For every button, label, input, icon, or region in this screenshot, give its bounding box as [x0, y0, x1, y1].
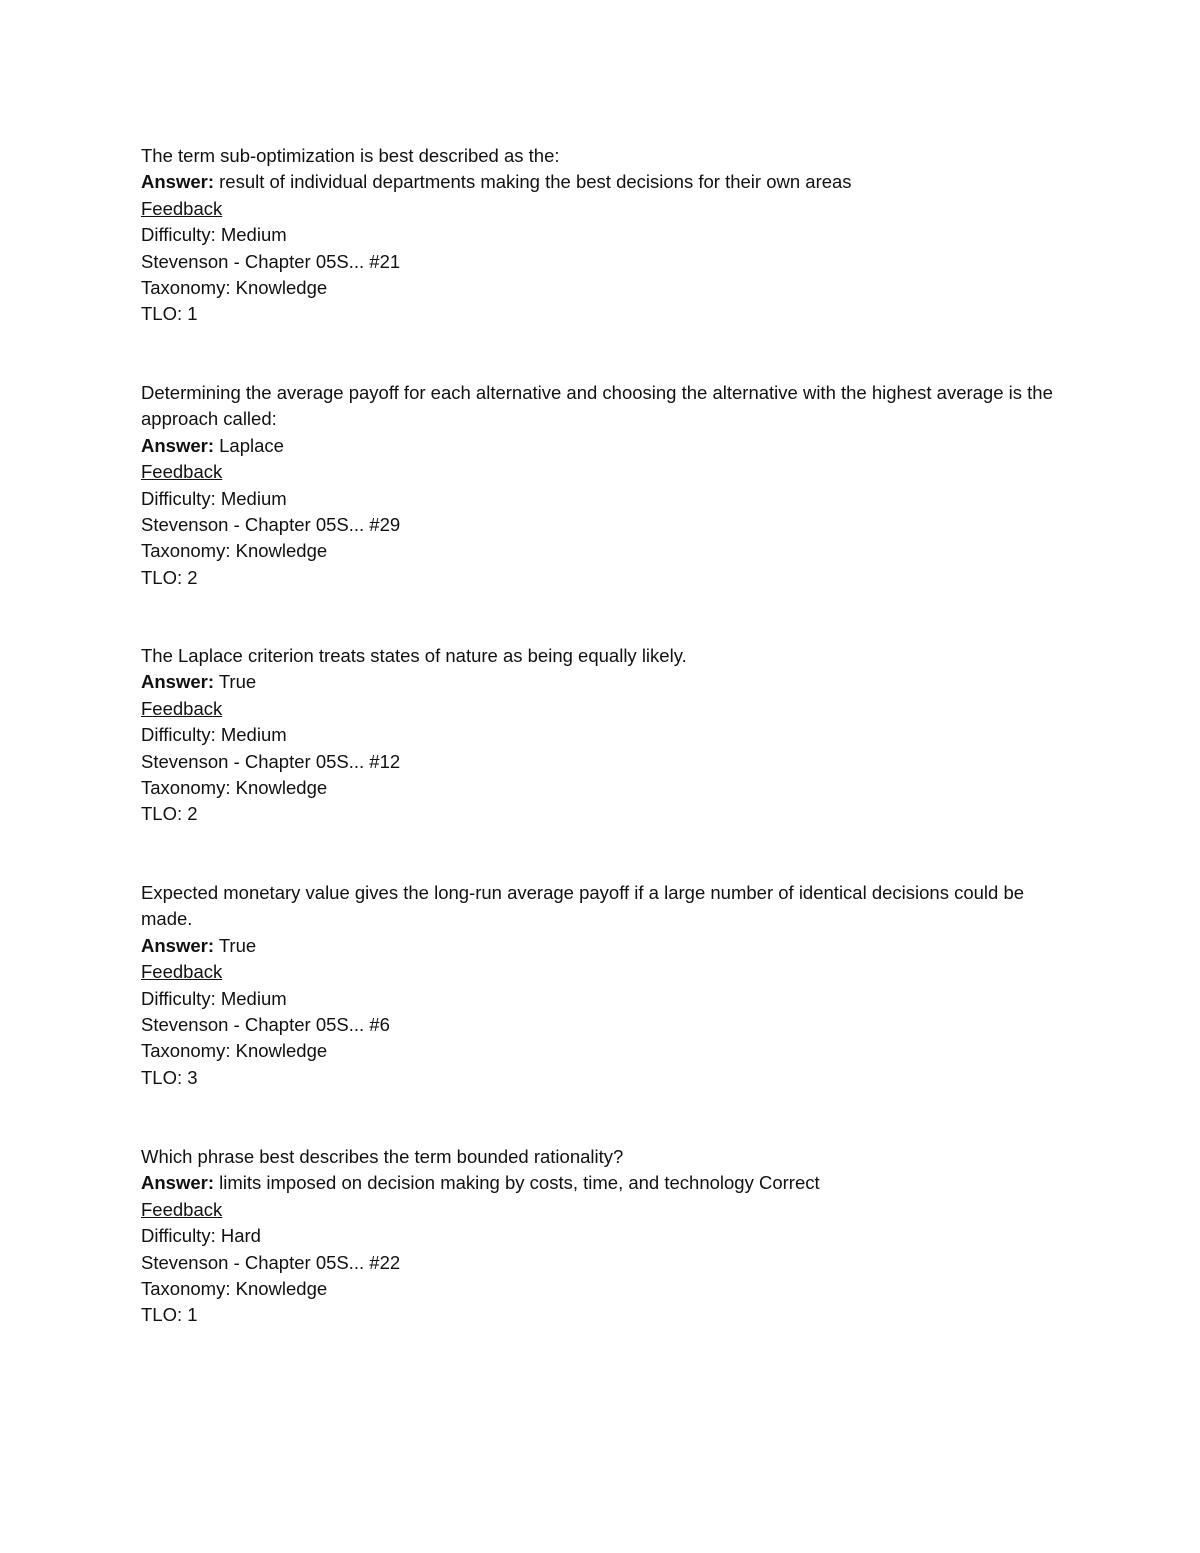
difficulty-line	[141, 722, 1071, 748]
taxonomy-value: Knowledge	[235, 1278, 328, 1300]
answer-label: Answer:	[141, 671, 214, 693]
feedback-link[interactable]: Feedback	[141, 961, 223, 983]
difficulty-value: Hard	[220, 1225, 261, 1247]
source-line: Stevenson - Chapter 05S... #21	[141, 250, 401, 272]
answer-label: Answer:	[141, 934, 214, 956]
question-prompt: The Laplace criterion treats states of nature as being equally likely.	[141, 645, 687, 666]
difficulty-value: Medium	[220, 724, 287, 746]
answer-text: True	[218, 934, 257, 956]
question-block-1	[141, 143, 1071, 328]
difficulty-line	[141, 986, 1071, 1012]
source-line: Stevenson - Chapter 05S... #22	[141, 1251, 401, 1273]
answer-line	[141, 433, 1071, 459]
difficulty-label: Difficulty:	[141, 724, 216, 746]
tlo-line	[141, 301, 1071, 327]
answer-text: True	[218, 671, 257, 693]
tlo-label: TLO:	[141, 1304, 183, 1326]
question-block-3	[141, 643, 1071, 828]
taxonomy-line	[141, 775, 1071, 801]
difficulty-label: Difficulty:	[141, 987, 216, 1009]
difficulty-value: Medium	[220, 487, 287, 509]
difficulty-value: Medium	[220, 224, 287, 246]
tlo-value: 2	[187, 803, 198, 825]
tlo-label: TLO:	[141, 803, 183, 825]
answer-label: Answer:	[141, 171, 214, 193]
taxonomy-line	[141, 538, 1071, 564]
tlo-value: 3	[187, 1066, 198, 1088]
question-block-4	[141, 880, 1071, 1091]
tlo-label: TLO:	[141, 566, 183, 588]
taxonomy-value: Knowledge	[235, 1040, 328, 1062]
taxonomy-line	[141, 1038, 1071, 1064]
feedback-line	[141, 459, 1071, 485]
feedback-line	[141, 196, 1071, 222]
feedback-link[interactable]: Feedback	[141, 197, 223, 219]
tlo-line	[141, 801, 1071, 827]
difficulty-line	[141, 1223, 1071, 1249]
difficulty-line	[141, 222, 1071, 248]
taxonomy-value: Knowledge	[235, 277, 328, 299]
question-prompt: Expected monetary value gives the long-run average payoff if a large number of identical decisions could be made.	[141, 882, 1025, 930]
tlo-line	[141, 565, 1071, 591]
tlo-value: 2	[187, 566, 198, 588]
taxonomy-label: Taxonomy:	[141, 540, 231, 562]
answer-line	[141, 669, 1071, 695]
feedback-line	[141, 696, 1071, 722]
answer-line	[141, 1170, 1071, 1196]
taxonomy-value: Knowledge	[235, 540, 328, 562]
answer-text: result of individual departments making the best decisions for their own areas	[219, 171, 852, 193]
tlo-line	[141, 1302, 1071, 1328]
feedback-link[interactable]: Feedback	[141, 1198, 223, 1220]
answer-line	[141, 169, 1071, 195]
tlo-value: 1	[187, 1304, 198, 1326]
difficulty-label: Difficulty:	[141, 224, 216, 246]
feedback-link[interactable]: Feedback	[141, 697, 223, 719]
source-line: Stevenson - Chapter 05S... #6	[141, 1014, 390, 1036]
source-line: Stevenson - Chapter 05S... #29	[141, 514, 401, 536]
tlo-label: TLO:	[141, 303, 183, 325]
difficulty-value: Medium	[220, 987, 287, 1009]
feedback-link[interactable]: Feedback	[141, 461, 223, 483]
answer-text: limits imposed on decision making by costs, time, and technology Correct	[219, 1172, 820, 1194]
difficulty-line	[141, 486, 1071, 512]
taxonomy-label: Taxonomy:	[141, 1278, 231, 1300]
taxonomy-label: Taxonomy:	[141, 777, 231, 799]
question-prompt: Determining the average payoff for each alternative and choosing the alternative with the highest average is the approach called:	[141, 382, 1053, 430]
difficulty-label: Difficulty:	[141, 1225, 216, 1247]
source-line: Stevenson - Chapter 05S... #12	[141, 750, 401, 772]
difficulty-label: Difficulty:	[141, 487, 216, 509]
tlo-value: 1	[187, 303, 198, 325]
question-block-5	[141, 1144, 1071, 1329]
taxonomy-label: Taxonomy:	[141, 1040, 231, 1062]
taxonomy-label: Taxonomy:	[141, 277, 231, 299]
question-prompt: Which phrase best describes the term bounded rationality?	[141, 1146, 624, 1167]
feedback-line	[141, 1197, 1071, 1223]
answer-text: Laplace	[219, 434, 284, 456]
answer-label: Answer:	[141, 1172, 214, 1194]
tlo-line	[141, 1065, 1071, 1091]
question-prompt: The term sub-optimization is best described as the:	[141, 145, 560, 166]
taxonomy-line	[141, 275, 1071, 301]
feedback-line	[141, 959, 1071, 985]
tlo-label: TLO:	[141, 1066, 183, 1088]
taxonomy-line	[141, 1276, 1071, 1302]
answer-line	[141, 933, 1071, 959]
answer-label: Answer:	[141, 434, 214, 456]
question-block-2	[141, 380, 1071, 591]
taxonomy-value: Knowledge	[235, 777, 328, 799]
